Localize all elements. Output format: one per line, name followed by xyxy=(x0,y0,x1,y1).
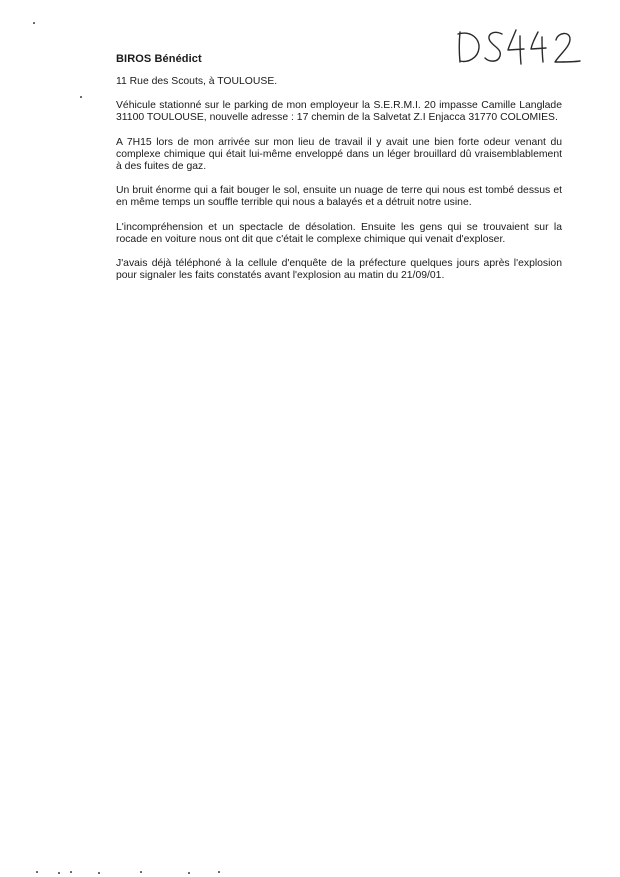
scan-speck xyxy=(140,871,142,873)
paragraph-aftermath: L'incompréhension et un spectacle de désolation. Ensuite les gens qui se trouvaient sur la rocade en voiture nous ont dit que c'était le complexe chimique qui venait d'exploser. xyxy=(116,221,562,245)
author-address: 11 Rue des Scouts, à TOULOUSE. xyxy=(116,76,278,87)
scan-speck xyxy=(80,96,82,98)
paragraph-arrival-odor: A 7H15 lors de mon arrivée sur mon lieu de travail il y avait une bien forte odeur venant du complexe chimique qui était lui-même enveloppé dans un léger brouillard dû vraisemblablement à des fuites de gaz. xyxy=(116,136,562,173)
author-name: BIROS Bénédict xyxy=(116,53,202,65)
paragraph-vehicle-location: Véhicule stationné sur le parking de mon employeur la S.E.R.M.I. 20 impasse Camille Langlade 31100 TOULOUSE, nouvelle adresse : 17 chemin de la Salvetat Z.I Enjacca 31770 COLOMIES. xyxy=(116,100,562,124)
paragraph-explosion: Un bruit énorme qui a fait bouger le sol, ensuite un nuage de terre qui nous est tombé dessus et en même temps un souffle terrible qui nous a balayés et a détruit notre usine. xyxy=(116,185,562,209)
scan-speck xyxy=(36,871,38,873)
scan-speck xyxy=(70,871,72,873)
paragraph-prefecture-call: J'avais déjà téléphoné à la cellule d'enquête de la préfecture quelques jours après l'explosion pour signaler les faits constatés avant l'explosion au matin du 21/09/01. xyxy=(116,258,562,282)
scan-speck xyxy=(188,872,190,874)
handwritten-reference-mark xyxy=(452,22,582,72)
scan-speck xyxy=(218,871,220,873)
scan-speck xyxy=(58,872,60,874)
scan-speck xyxy=(33,22,35,24)
scan-speck xyxy=(98,872,100,874)
testimony-body xyxy=(116,76,562,294)
